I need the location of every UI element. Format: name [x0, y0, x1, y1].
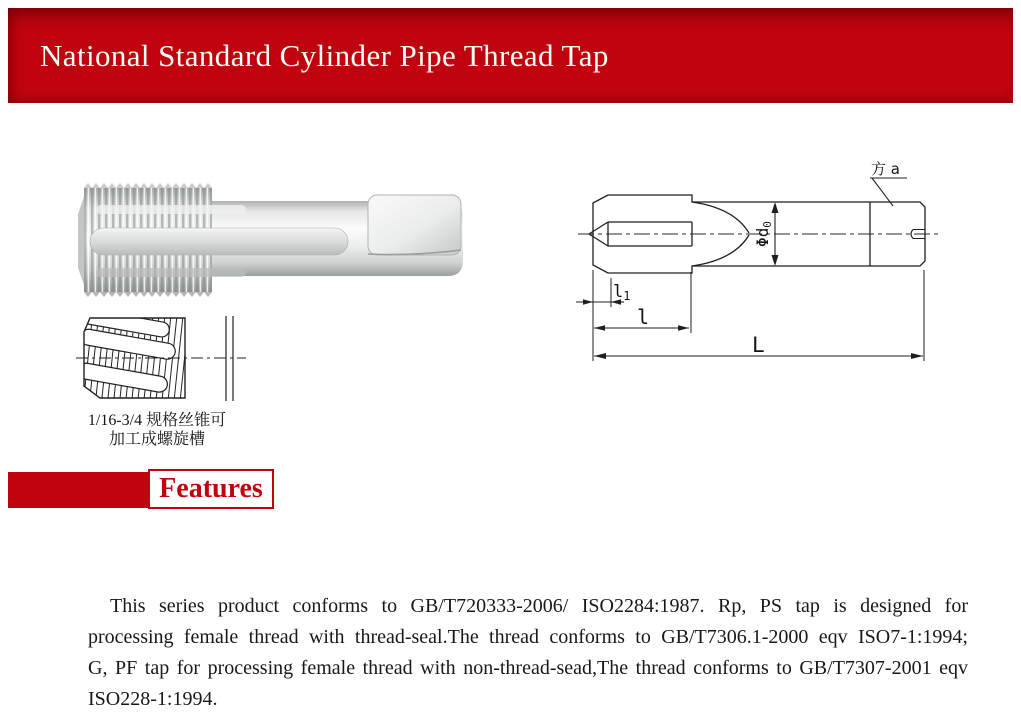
l1-label: l1 [613, 282, 631, 303]
sketch-caption-line1: 1/16-3/4 规格丝锥可 [87, 412, 227, 429]
spiral-flute-sketch [68, 308, 254, 408]
features-label: Features [159, 473, 263, 504]
flute-groove [90, 228, 348, 255]
page-title: National Standard Cylinder Pipe Thread Tap [40, 37, 609, 73]
tap-product-photo [72, 168, 472, 303]
tap-threaded-section [78, 183, 348, 297]
sketch-caption [62, 411, 252, 449]
description-line: ISO228-1:1994. [88, 688, 218, 710]
features-bar [8, 472, 148, 508]
dimension-drawing [558, 140, 1020, 372]
description-paragraph [88, 591, 968, 715]
diameter-label: Φd0 [753, 221, 774, 247]
description-line: processing female thread with thread-seal.The thread conforms to GB/T7306.1-2000 eqv ISO7-1:1994; [88, 626, 968, 648]
description-line: This series product conforms to GB/T720333-2006/ ISO2284:1987. Rp, PS tap is designed for [110, 595, 968, 617]
l1-dimension [576, 278, 630, 307]
L-label: L [752, 333, 765, 357]
sketch-hatched-threads [69, 308, 185, 398]
diameter-dimension [753, 202, 779, 266]
l-label: l [637, 305, 650, 329]
features-box [148, 469, 274, 509]
title-banner [8, 8, 1013, 103]
square-a-label: 方 a [871, 160, 900, 178]
sketch-caption-line2: 加工成螺旋槽 [108, 431, 205, 448]
square-drive-end [368, 195, 461, 255]
description-line: G, PF tap for processing female thread with non-thread-sead,The thread conforms to GB/T7307-2001 eqv [88, 657, 968, 679]
